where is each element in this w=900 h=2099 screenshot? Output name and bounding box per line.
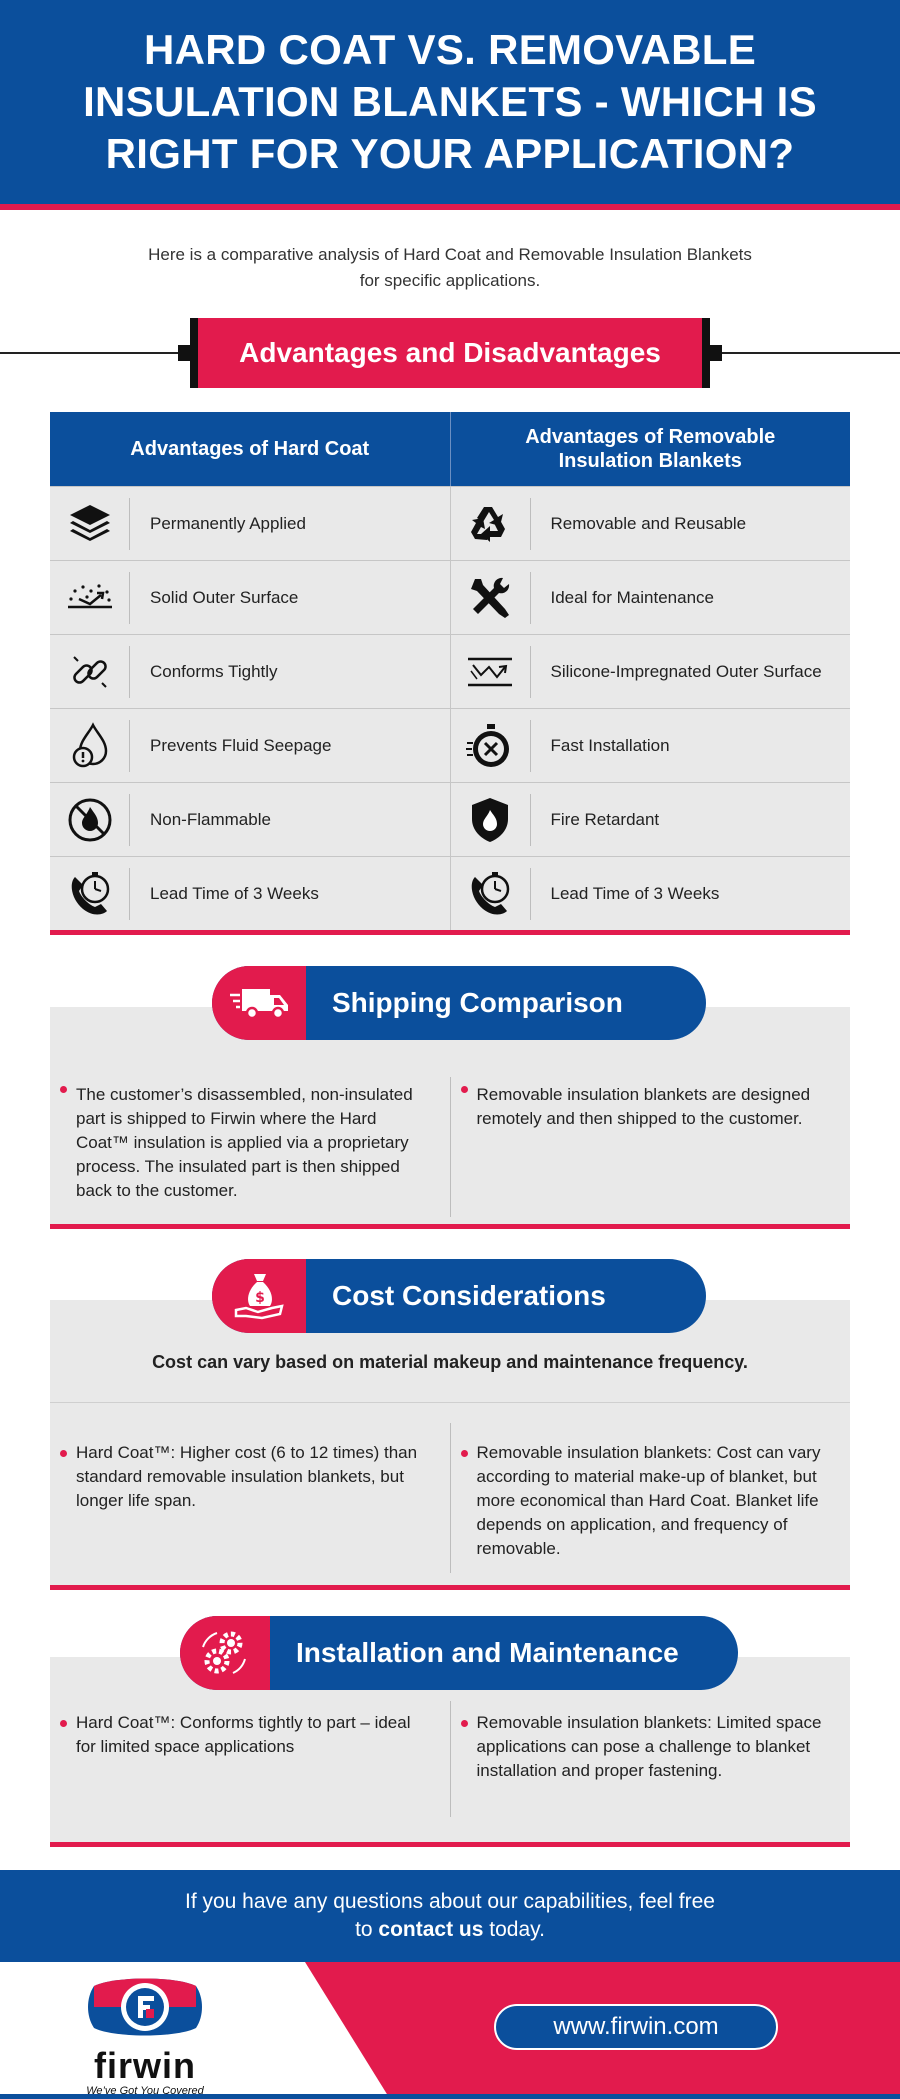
bullet-icon (60, 1720, 67, 1727)
shipping-title-pill (212, 966, 706, 1040)
intro-line-1: Here is a comparative analysis of Hard Coat and Removable Insulation Blankets (148, 245, 752, 264)
advantages-section-title: Advantages and Disadvantages (190, 318, 710, 388)
cost-hard-coat (50, 1423, 450, 1573)
table-cell (450, 561, 851, 634)
install-hard-coat (50, 1701, 450, 1817)
cell-text: Fire Retardant (550, 809, 660, 829)
divider-line-right (720, 352, 900, 354)
install-removable (450, 1701, 851, 1817)
table-cell (450, 487, 851, 560)
bullet-icon (60, 1450, 67, 1457)
intro-line-2: for specific applications. (359, 271, 541, 290)
no-fire-icon (50, 794, 130, 846)
firwin-logo-mark (84, 1976, 206, 2038)
cost-removable (450, 1423, 851, 1573)
table-row (50, 486, 850, 560)
shipping-removable (450, 1077, 851, 1217)
cell-text: Fast Installation (550, 735, 670, 755)
gears-icon (180, 1616, 270, 1690)
cell-text: Removable and Reusable (550, 513, 747, 533)
website-link-button[interactable]: www.firwin.com (494, 2004, 778, 2050)
install-title-pill (180, 1616, 738, 1690)
cell-text: Silicone-Impregnated Outer Surface (550, 661, 822, 681)
table-cell (450, 709, 851, 782)
cell-text: Solid Outer Surface (150, 587, 299, 607)
bullet-icon (461, 1720, 468, 1727)
bullet-icon (461, 1086, 468, 1093)
contact-post: today. (483, 1918, 545, 1941)
money-bag-icon (212, 1259, 306, 1333)
brand-tagline: We’ve Got You Covered (86, 2085, 204, 2097)
firwin-logo[interactable] (84, 1976, 206, 2097)
shipping-hard-coat (50, 1077, 450, 1217)
cell-text: Ideal for Maintenance (550, 587, 714, 607)
table-cell (50, 487, 450, 560)
table-row (50, 856, 850, 930)
table-header (50, 412, 850, 486)
shipping-title: Shipping Comparison (332, 987, 623, 1018)
contact-us-link[interactable]: contact us (378, 1918, 484, 1941)
page-header (0, 0, 900, 210)
table-cell (50, 783, 450, 856)
table-cell (450, 857, 851, 930)
advantages-table (50, 412, 850, 935)
contact-band (0, 1870, 900, 1962)
cell-text: Non-Flammable (150, 809, 271, 829)
contact-line-2 (0, 1916, 900, 1944)
install-left-text: Hard Coat™: Conforms tightly to part – ideal for limited space applications (76, 1713, 411, 1756)
table-row (50, 560, 850, 634)
cell-text: Permanently Applied (150, 513, 306, 533)
cell-text: Prevents Fluid Seepage (150, 735, 332, 755)
clock-phone-icon (451, 868, 531, 920)
install-right-text: Removable insulation blankets: Limited space applications can pose a challenge to blanket installation and proper fastening. (476, 1713, 822, 1780)
shipping-left-text: The customer’s disassembled, non-insulated part is shipped to Firwin where the Hard Coat™ insulation is applied via a proprietary process. The insulated part is then shipped back to the customer. (76, 1085, 413, 1200)
link-icon (50, 646, 130, 698)
table-cell (50, 635, 450, 708)
cost-columns (50, 1403, 850, 1573)
contact-line-1: If you have any questions about our capabilities, feel free (184, 1890, 715, 1913)
fabric-icon (451, 646, 531, 698)
table-row (50, 634, 850, 708)
advantages-label-bar (0, 318, 900, 388)
col-header-hard-coat: Advantages of Hard Coat (130, 438, 370, 460)
clock-phone-icon (50, 868, 130, 920)
cost-title-pill (212, 1259, 706, 1333)
brand-name: firwin (94, 2045, 196, 2086)
cost-section (50, 1300, 850, 1590)
table-cell (450, 635, 851, 708)
table-cell (450, 783, 851, 856)
cell-text: Conforms Tightly (150, 661, 278, 681)
cell-text: Lead Time of 3 Weeks (150, 883, 319, 903)
recycle-icon (451, 498, 531, 550)
cell-text: Lead Time of 3 Weeks (550, 883, 720, 903)
intro-text (0, 242, 900, 294)
layers-icon (50, 498, 130, 550)
footer (0, 1962, 900, 2099)
tools-icon (451, 572, 531, 624)
bullet-icon (60, 1086, 67, 1093)
svg-text:$: $ (255, 1290, 265, 1306)
surface-icon (50, 572, 130, 624)
shipping-section (50, 1007, 850, 1229)
table-cell (50, 857, 450, 930)
fire-shield-icon (451, 794, 531, 846)
cost-subtitle: Cost can vary based on material makeup and maintenance frequency. (50, 1300, 850, 1403)
shipping-right-text: Removable insulation blankets are designed remotely and then shipped to the customer. (476, 1085, 811, 1128)
table-row (50, 708, 850, 782)
table-row (50, 782, 850, 856)
drop-icon (50, 720, 130, 772)
cost-left-text: Hard Coat™: Higher cost (6 to 12 times) than standard removable insulation blankets, but longer life span. (76, 1443, 418, 1510)
cost-right-text: Removable insulation blankets: Cost can vary according to material make-up of blanket, but more economical than Hard Coat. Blanket life depends on application, and frequency of removable. (476, 1443, 821, 1558)
stopwatch-icon (451, 720, 531, 772)
bullet-icon (461, 1450, 468, 1457)
truck-icon (212, 966, 306, 1040)
table-cell (50, 561, 450, 634)
contact-pre: to (355, 1918, 379, 1941)
install-title: Installation and Maintenance (296, 1637, 679, 1668)
divider-line-left (0, 352, 180, 354)
page-title: HARD COAT VS. REMOVABLE INSULATION BLANKETS - WHICH IS RIGHT FOR YOUR APPLICATION? (83, 26, 817, 177)
cost-title: Cost Considerations (332, 1280, 606, 1311)
col-header-removable: Advantages of Removable Insulation Blankets (450, 412, 851, 486)
table-cell (50, 709, 450, 782)
